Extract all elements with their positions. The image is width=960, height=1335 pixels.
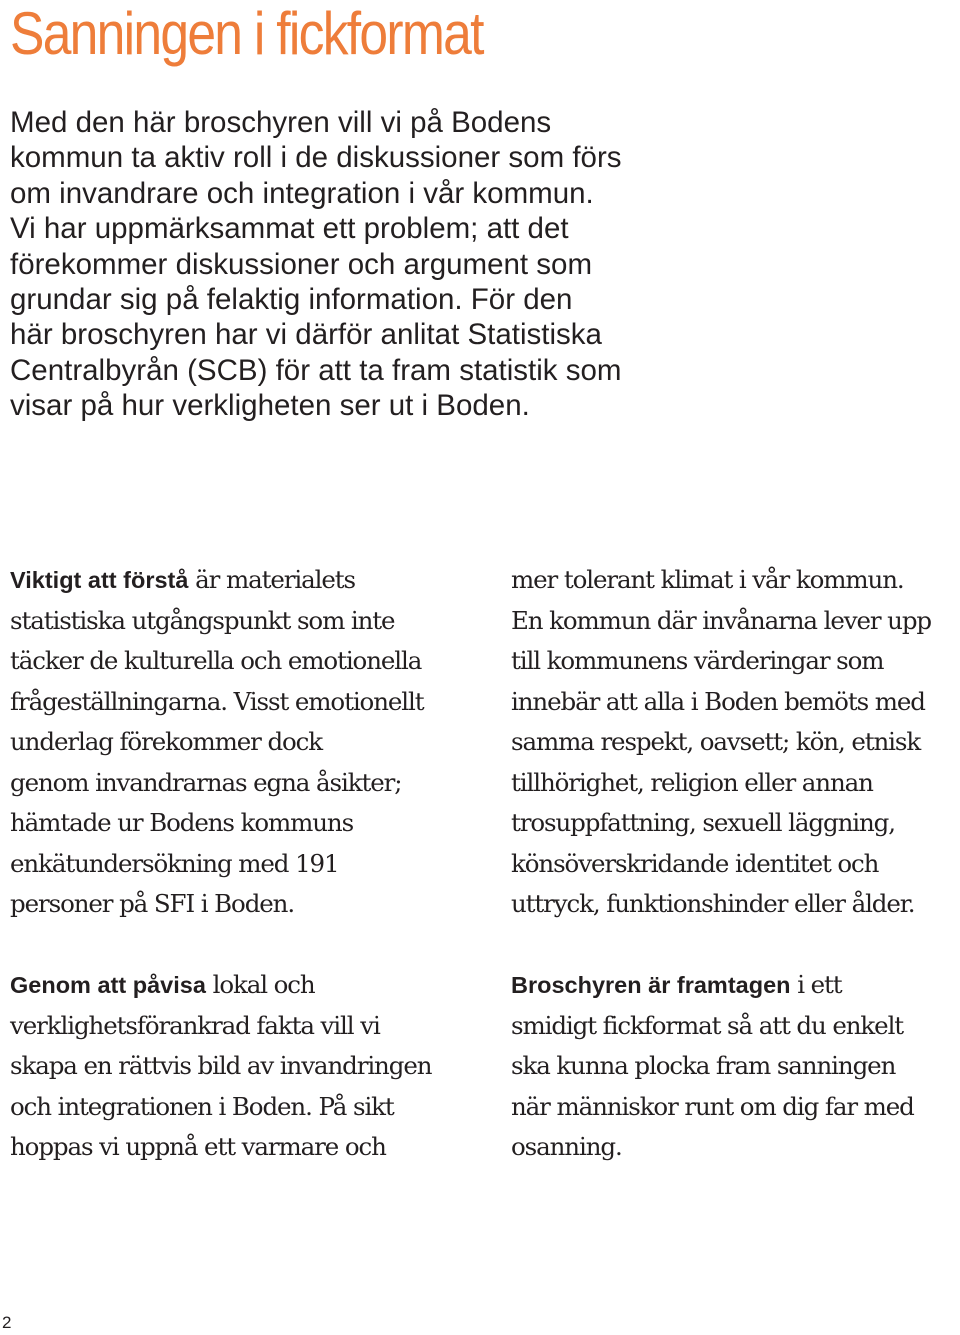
- paragraph-line: [10, 560, 424, 601]
- paragraph-genom-att-pavisa: [10, 965, 431, 1168]
- paragraph-lead: Broschyren är framtagen: [511, 972, 791, 998]
- paragraph-line: enkätundersökning med 191: [10, 848, 339, 878]
- paragraph-line: könsöverskridande identitet och: [511, 848, 879, 878]
- intro-line: Med den här broschyren vill vi på Bodens: [10, 106, 552, 139]
- page-title: Sanningen i fickformat: [10, 0, 483, 67]
- paragraph-line: ska kunna plocka fram sanningen: [511, 1051, 896, 1080]
- paragraph-line: verklighetsförankrad fakta vill vi: [10, 1010, 380, 1040]
- paragraph-line: statistiska utgångspunkt som inte: [10, 605, 395, 635]
- paragraph-line: hämtade ur Bodens kommuns: [10, 808, 354, 837]
- intro-line: Centralbyrån (SCB) för att ta fram statistik som: [10, 353, 622, 387]
- paragraph-line: täcker de kulturella och emotionella: [10, 646, 422, 675]
- paragraph-tolerant-klimat: [511, 560, 931, 925]
- page-number: 2: [2, 1313, 12, 1332]
- intro-paragraph: [10, 105, 770, 424]
- paragraph-line: genom invandrarnas egna åsikter;: [10, 767, 402, 797]
- paragraph-line: tillhörighet, religion eller annan: [511, 767, 873, 797]
- paragraph-line: [10, 965, 431, 1006]
- paragraph-line: och integrationen i Boden. På sikt: [10, 1091, 394, 1121]
- paragraph-text: är materialets: [188, 565, 355, 594]
- paragraph-line: smidigt fickformat så att du enkelt: [511, 1010, 904, 1040]
- paragraph-text: i ett: [790, 970, 842, 999]
- paragraph-lead: Genom att påvisa: [10, 972, 206, 998]
- paragraph-line: när människor runt om dig far med: [511, 1091, 914, 1121]
- paragraph-line: hoppas vi uppnå ett varmare och: [10, 1132, 386, 1161]
- intro-line: om invandrare och integration i vår kommun.: [10, 176, 594, 210]
- paragraph-line: [511, 965, 914, 1006]
- paragraph-line: frågeställningarna. Visst emotionellt: [10, 686, 424, 716]
- intro-line: kommun ta aktiv roll i de diskussioner som förs: [10, 141, 622, 175]
- paragraph-line: uttryck, funktionshinder eller ålder.: [511, 889, 915, 918]
- paragraph-viktigt-att-forsta: [10, 560, 424, 925]
- paragraph-line: samma respekt, oavsett; kön, etnisk: [511, 727, 921, 756]
- paragraph-lead: Viktigt att förstå: [10, 567, 189, 593]
- paragraph-text: lokal och: [205, 970, 315, 999]
- paragraph-line: skapa en rättvis bild av invandringen: [10, 1051, 432, 1080]
- paragraph-line: osanning.: [511, 1132, 622, 1161]
- paragraph-line: till kommunens värderingar som: [511, 646, 884, 675]
- paragraph-broschyren-ar-framtagen: [511, 965, 914, 1168]
- paragraph-line: trosuppfattning, sexuell läggning,: [511, 808, 895, 837]
- intro-line: visar på hur verkligheten ser ut i Boden.: [10, 389, 530, 423]
- paragraph-line: innebär att alla i Boden bemöts med: [511, 686, 925, 716]
- paragraph-line: mer tolerant klimat i vår kommun.: [511, 565, 904, 594]
- paragraph-line: En kommun där invånarna lever upp: [511, 605, 932, 635]
- paragraph-line: underlag förekommer dock: [10, 727, 323, 756]
- intro-line: grundar sig på felaktig information. För den: [10, 283, 573, 317]
- intro-line: förekommer diskussioner och argument som: [10, 247, 593, 281]
- intro-line: här broschyren har vi därför anlitat Statistiska: [10, 318, 602, 352]
- paragraph-line: personer på SFI i Boden.: [10, 889, 295, 918]
- intro-line: Vi har uppmärksammat ett problem; att det: [10, 212, 569, 246]
